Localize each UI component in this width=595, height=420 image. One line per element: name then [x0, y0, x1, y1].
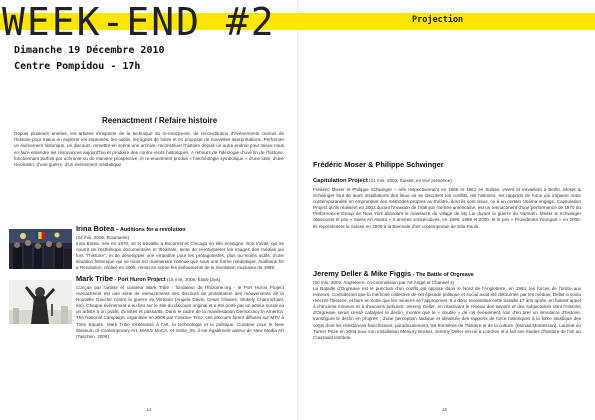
- work-meta: (15 min, 2008, États-Unis): [165, 277, 221, 282]
- entry-deller-figgis: [313, 269, 581, 341]
- entry-body: La Bataille d'Orgreave est le punctum d'un conflit qui oppose dans le Nord de l'Angleterre, en 1984, les forces de l'ordre aux mineurs. Considérant que la mémoire collective de cet épisode politique et social avait été détournée par les médias, Deller a voulu réécrire l'histoire, et faire en sorte que les mineurs se l'approprient. Il a donc reconstitué cette bataille 17 ans après, en faisant appel à d'anciens mineurs et à d'anciens policiers. Jeremy Deller, en réactivant le réseau des savoirs et des subjectivités dont l'Histoire d'Orgreave serait censé catalyser le déclin, montre que le « double » de cet événement, loin d'en tirer un simulacre d'histoire, transfigure le déclin en progrès ; d'une perception statique et idéalisée des rapports de force historiques à la force plastique des corps dont les résistances franchissent, paradoxalement, les frontières de l'histoire et de la culture. (Monad Montessori). Lauréat du Turner Prize en 2004 pour son installation Memory Bucket, Jeremy Deller est né à Londres et a fait ses études d'histoire de l'art au Courtauld Institute.: [313, 286, 581, 340]
- page-number-right: 15: [442, 407, 448, 412]
- entry-body: Frédéric Moser et Philippe Schwinger – nés respectivement en 1966 et 1961 en Suisse, vivent et travaillent à Berlin. Moser & Schwinger font de leurs installations des lieux où se discutent les conflits, les histoires, les rapports de force qui irriguent notre contemporanéité en empruntant des méthodes propres au théâtre, dont ils sont issus, ou à un certain cinéma engagé. Capitulation Project qu'ils réalisent en 2003 durant l'invasion de l'Irak par l'armée américaine, est un reenactment d'une performance de 1970 du Performance Group de New York abordant le massacre du village de My Lai durant la guerre du Vietnam. Moser & Schwinger obtiennent le prix « Swiss Art Award » 3 années consécutives, en 1998, 1999 et 2000, et le prix « Providentia Youngart » en 2000. Ils représentent la Suisse en 2006 à la Biennale d'art contemporain de São Paulo.: [313, 187, 581, 229]
- entry-body: Conçue par l'artiste et curateur Mark Tribe - fondateur de Rhizome.org - le Port Huron Project reenactment est une série de reenactments des discours de protestation des mouvements de la Nouvelle Gauche contre la guerre du Vietnam (Angela Davis, Cesar Chavez, Stokely Charmichael, etc). Chaque événement a eu lieu sur le site du discours original et a été porté par un acteur social ou un artiste à un public d'invités et passants. Dans le cadre de la manifestation Democracy in America: The National Campaign, organisée en 2008 par Creative Time, ces discours furent diffusés sur MTV à Time Square. Mark Tribe s'intéresse à l'art, la technologie et la politique. Curateur pour le New Museum of Contemporary Art, MASS MoCA, et inSite_05, il est également auteur de New Media Art (Taschen, 2006).: [76, 285, 284, 339]
- work-meta: (24 min, 2006, Roumanie): [76, 235, 130, 240]
- section-intro-text: Depuis plusieurs années, les artistes s'inspirent de la technique du re-enactment, de reconstitution d'événements connus de l'histoire pour mieux en explorer les impensés, les oublis, les lignes de fuites et en proposer de nouvelles interprétations. Performer un événement historique, un discours, remettre en scène une archive, reconstituer l'histoire depuis un autre endroit pour mieux nous en faire entendre les résonances aujourd'hui et produire des contre-récits historiques. A rebours de l'idéologie d'une fin de l'histoire, fonctionnant parfois par uchronie ou de manière prospective, le re-enactment produit « l'archéologie symbolique » d'une lutte, d'une révolution, d'une guerre, d'un événement médiatique.: [14, 131, 284, 168]
- entry-title: [76, 274, 284, 285]
- entry-mark-tribe: [76, 274, 284, 340]
- work-title: - The Battle of Orgreave: [411, 272, 474, 278]
- entry-irina-botea: [76, 224, 284, 271]
- section-heading: Reenactment / Refaire histoire: [102, 116, 218, 125]
- page-fold-divider: [297, 0, 298, 420]
- work-title: Capitulation Project: [313, 178, 368, 184]
- week-end-title: WEEK-END #2: [2, 0, 276, 44]
- entry-title: [76, 224, 284, 235]
- page-number-left: 14: [146, 407, 152, 412]
- section-label-projection: Projection: [412, 15, 464, 25]
- artist-name: Frédéric Moser & Philippe Schwinger: [313, 160, 444, 169]
- artist-name: Irina Botea: [76, 224, 115, 233]
- entry-body: Irina Botea, née en 1970, vit et travaille à Bucarest et Chicago où elle enseigne. Son travail, qui se nourrit de l'esthétique documentaire et théâtrale, tente de ré-interpréter les images des médias qui font "l'histoire", et de développer une empathie pour les protagonistes, plus ou moins actifs, d'une situation historique qui ne nous est maintenant connue que sous une forme médiatique. Auditions for a Revolution, réalisé en 2006, remet en scène les événements de la révolution roumaine de 1989.: [76, 241, 284, 271]
- mark-tribe-photo: [9, 280, 72, 324]
- work-meta: (60 min, 2002, Angleterre, co-commission par Art Angel et Channel 4): [313, 280, 455, 285]
- event-date: Dimanche 19 Décembre 2010: [14, 45, 165, 56]
- artist-name: Mark Tribe: [76, 274, 113, 283]
- work-meta: (21 min, 2003, Suisse, en leur présence): [367, 178, 452, 183]
- entry-moser-schwinger: [313, 160, 581, 230]
- artist-name: Jeremy Deller & Mike Figgis: [313, 269, 412, 278]
- entry-title: [313, 269, 581, 280]
- entry-subtitle-line: [313, 169, 581, 187]
- irina-botea-photo: [9, 229, 72, 269]
- work-title: - Port Huron Project: [112, 277, 166, 283]
- work-title: – Auditions for a revolution: [114, 227, 186, 233]
- event-place: Centre Pompidou - 17h: [14, 61, 141, 72]
